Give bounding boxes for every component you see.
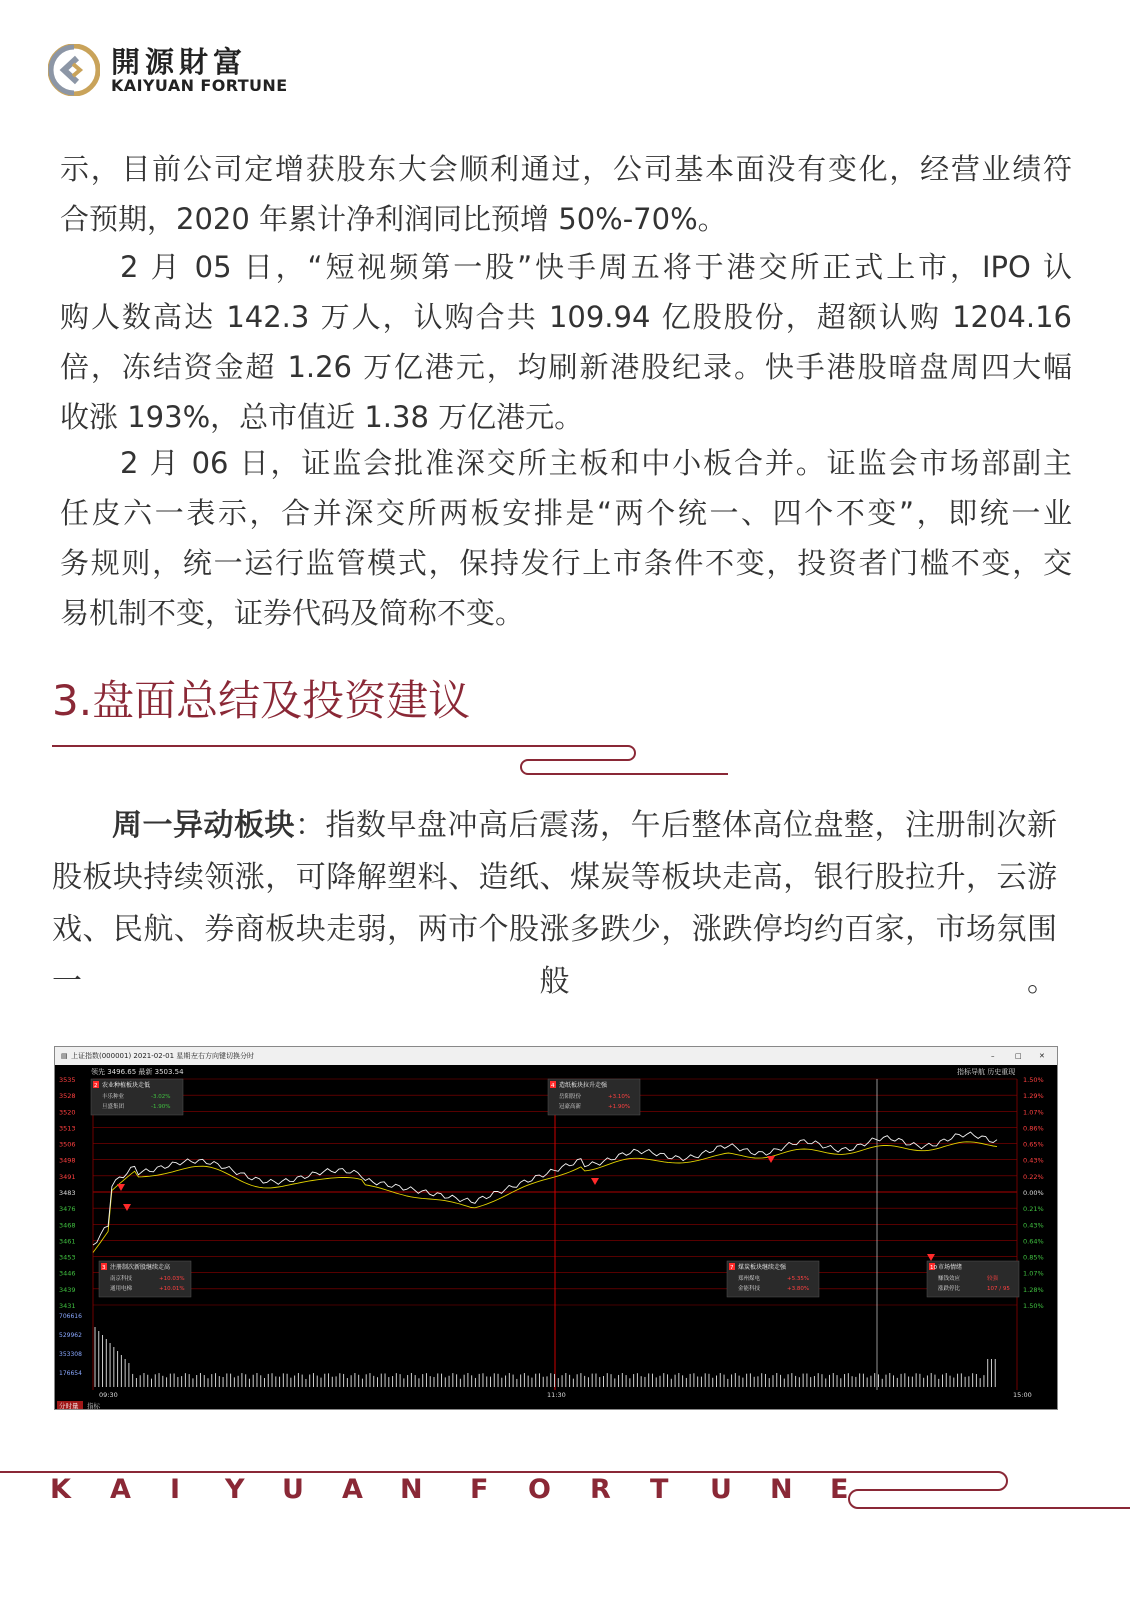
paragraph-kuaishou-ipo	[60, 242, 1072, 442]
y-tick-left: 3431	[59, 1302, 76, 1310]
footer-letter: F	[470, 1474, 489, 1505]
text-line: 倍，冻结资金超 1.26 万亿港元，均刷新港股纪录。快手港股暗盘周四大幅	[60, 350, 1072, 384]
paragraph-market-summary	[52, 800, 1057, 1008]
y-tick-left: 3506	[59, 1140, 76, 1149]
y-tick-right: 0.86%	[1023, 1124, 1044, 1133]
y-tick-left: 3453	[59, 1253, 76, 1262]
footer-letter: A	[342, 1474, 363, 1505]
y-tick-right: 0.85%	[1023, 1253, 1044, 1262]
y-tick-right: 0.22%	[1023, 1172, 1044, 1181]
annotation-row-name: 岳阳股份	[559, 1094, 582, 1100]
y-tick-right: 1.07%	[1023, 1269, 1044, 1278]
summary-label: 周一异动板块	[112, 808, 295, 843]
annotation-number: 10	[930, 1265, 937, 1271]
text-line: 戏、民航、券商板块走弱，两市个股涨多跌少，涨跌停均约百家，市场氛围	[52, 912, 1057, 947]
annotation-row-value: 较强	[987, 1276, 999, 1282]
close-icon[interactable]: ✕	[1039, 1052, 1045, 1060]
annotation-title: 市场情绪	[938, 1264, 963, 1271]
text-line: 收涨 193%，总市值近 1.38 万亿港元。	[60, 400, 584, 434]
screenshot-titlebar	[55, 1047, 1057, 1066]
annotation-row-name: 南京科技	[110, 1276, 133, 1282]
text-line: 易机制不变，证券代码及简称不变。	[60, 596, 525, 630]
section-heading: 3.盘面总结及投资建议	[52, 676, 471, 725]
annotation-row-value: -3.02%	[151, 1094, 171, 1100]
footer-letter: E	[830, 1474, 849, 1505]
y-tick-right: 0.43%	[1023, 1156, 1044, 1165]
volume-tick: 706616	[59, 1313, 82, 1320]
footer-letter: K	[50, 1474, 71, 1505]
y-tick-left: 3498	[59, 1156, 76, 1165]
annotation-row-name: 涨跌停比	[938, 1286, 961, 1292]
volume-tick: 529962	[59, 1332, 82, 1339]
annotation-row-value: +1.90%	[608, 1104, 631, 1110]
y-tick-left: 3520	[59, 1108, 76, 1117]
annotation-title: 农业种植板块走低	[102, 1082, 151, 1089]
heading-divider	[52, 746, 728, 774]
time-tick: 11:30	[547, 1391, 566, 1399]
footer-letter: O	[528, 1474, 551, 1505]
text-line: 任皮六一表示，合并深交所两板安排是“两个统一、四个不变”，即统一业	[60, 496, 1072, 530]
text-line: 2 月 06 日，证监会批准深交所主板和中小板合并。证监会市场部副主	[120, 446, 1072, 480]
annotation-row-value: 107 / 95	[987, 1286, 1010, 1292]
y-tick-right: 1.07%	[1023, 1108, 1044, 1117]
annotation-number: 4	[551, 1083, 555, 1089]
y-tick-right: 0.00%	[1023, 1189, 1044, 1197]
y-tick-right: 0.43%	[1023, 1221, 1044, 1230]
annotation-number: 2	[94, 1083, 98, 1089]
brand-logo	[48, 40, 308, 100]
chart-background	[55, 1065, 1057, 1409]
text-line: 务规则，统一运行监管模式，保持发行上市条件不变，投资者门槛不变，交	[60, 546, 1072, 580]
text-line: 2 月 05 日，“短视频第一股”快手周五将于港交所正式上市，IPO 认	[120, 250, 1072, 284]
index-intraday-screenshot	[54, 1046, 1058, 1410]
annotation-row-name: 丰乐种业	[102, 1094, 125, 1100]
brand-name-en: KAIYUAN FORTUNE	[111, 76, 288, 95]
y-tick-left: 3528	[59, 1092, 76, 1101]
text-line: 购人数高达 142.3 万人，认购合共 109.94 亿股股份，超额认购 1204.16	[60, 300, 1072, 334]
annotation-row-value: +10.01%	[159, 1286, 185, 1292]
maximize-icon[interactable]: □	[1015, 1052, 1022, 1060]
y-tick-left: 3476	[59, 1205, 76, 1214]
annotation-title: 煤炭板块继续走强	[738, 1264, 787, 1271]
text-line: 一般。	[52, 964, 1057, 999]
y-tick-right: 0.21%	[1023, 1205, 1044, 1214]
footer-letter: A	[110, 1474, 131, 1505]
tab-label: 分时量	[59, 1402, 79, 1409]
y-tick-left: 3461	[59, 1237, 76, 1246]
annotation-title: 造纸板块拉升走强	[559, 1082, 608, 1089]
top-right-tools: 指标导航 历史重现	[957, 1068, 1016, 1076]
window-icon: ▤	[61, 1052, 68, 1060]
footer-letter: Y	[225, 1474, 245, 1505]
footer-letter: N	[400, 1474, 423, 1505]
y-tick-left: 3446	[59, 1269, 76, 1278]
paragraph-company-update	[60, 144, 1072, 244]
time-tick: 15:00	[1013, 1391, 1032, 1399]
y-tick-left: 3483	[59, 1189, 76, 1197]
annotation-title: 注册制次新股继续走高	[110, 1264, 171, 1271]
annotation-number: 3	[102, 1265, 106, 1271]
y-tick-right: 0.65%	[1023, 1140, 1044, 1149]
annotation-row-value: +3.80%	[787, 1286, 810, 1292]
annotation-row-name: 旦盛集团	[102, 1104, 125, 1110]
volume-tick: 353308	[59, 1351, 82, 1358]
y-tick-left: 3513	[59, 1124, 76, 1133]
price-label: 领先 3496.65 最新 3503.54	[91, 1068, 184, 1076]
annotation-row-name: 冠豪高新	[559, 1104, 582, 1110]
y-tick-left: 3468	[59, 1221, 76, 1230]
text-line: 合预期，2020 年累计净利润同比预增 50%-70%。	[60, 202, 727, 236]
brand-name-cn: 開源財富	[111, 45, 248, 79]
y-tick-left: 3535	[59, 1076, 76, 1084]
annotation-row-value: +5.35%	[787, 1276, 810, 1282]
y-tick-right: 1.29%	[1023, 1092, 1044, 1101]
text-line: 股板块持续领涨，可降解塑料、造纸、煤炭等板块走高，银行股拉升，云游	[52, 860, 1057, 895]
y-tick-right: 0.64%	[1023, 1237, 1044, 1246]
minimize-icon[interactable]: –	[991, 1052, 995, 1060]
footer-letter: U	[282, 1474, 304, 1505]
y-tick-right: 1.50%	[1023, 1302, 1044, 1310]
annotation-row-value: +3.10%	[608, 1094, 631, 1100]
annotation-row-name: 金能科技	[738, 1286, 761, 1292]
tab-label: 指标	[87, 1402, 100, 1409]
text-line: 示，目前公司定增获股东大会顺利通过，公司基本面没有变化，经营业绩符	[60, 152, 1072, 186]
footer-letter: I	[170, 1474, 181, 1505]
footer-letter: U	[710, 1474, 732, 1505]
summary-text: ：指数早盘冲高后震荡，午后整体高位盘整，注册制次新	[295, 808, 1057, 843]
window-title: 上证指数(000001) 2021-02-01 星期一	[71, 1052, 198, 1060]
volume-tick: 176654	[59, 1370, 82, 1377]
annotation-row-name: 郑州煤电	[738, 1276, 761, 1282]
annotation-row-name: 赚钱效应	[938, 1276, 961, 1282]
window-hint: 左右方向键切换分时	[191, 1052, 254, 1060]
annotation-row-name: 通用电梯	[110, 1286, 133, 1292]
footer-letter: R	[590, 1474, 611, 1505]
brand-emblem-icon	[48, 44, 100, 96]
paragraph-szse-merger	[60, 438, 1072, 638]
y-tick-right: 1.28%	[1023, 1285, 1044, 1294]
y-tick-right: 1.50%	[1023, 1076, 1044, 1084]
annotation-row-value: -1.90%	[151, 1104, 171, 1110]
time-tick: 09:30	[99, 1391, 118, 1399]
intraday-chart	[55, 1065, 1057, 1409]
footer-letter: N	[770, 1474, 793, 1505]
y-tick-left: 3439	[59, 1285, 76, 1294]
annotation-number: 7	[730, 1265, 734, 1271]
text-line	[52, 800, 1057, 852]
annotation-row-value: +10.03%	[159, 1276, 185, 1282]
footer-letter: T	[650, 1474, 669, 1505]
y-tick-left: 3491	[59, 1172, 76, 1181]
